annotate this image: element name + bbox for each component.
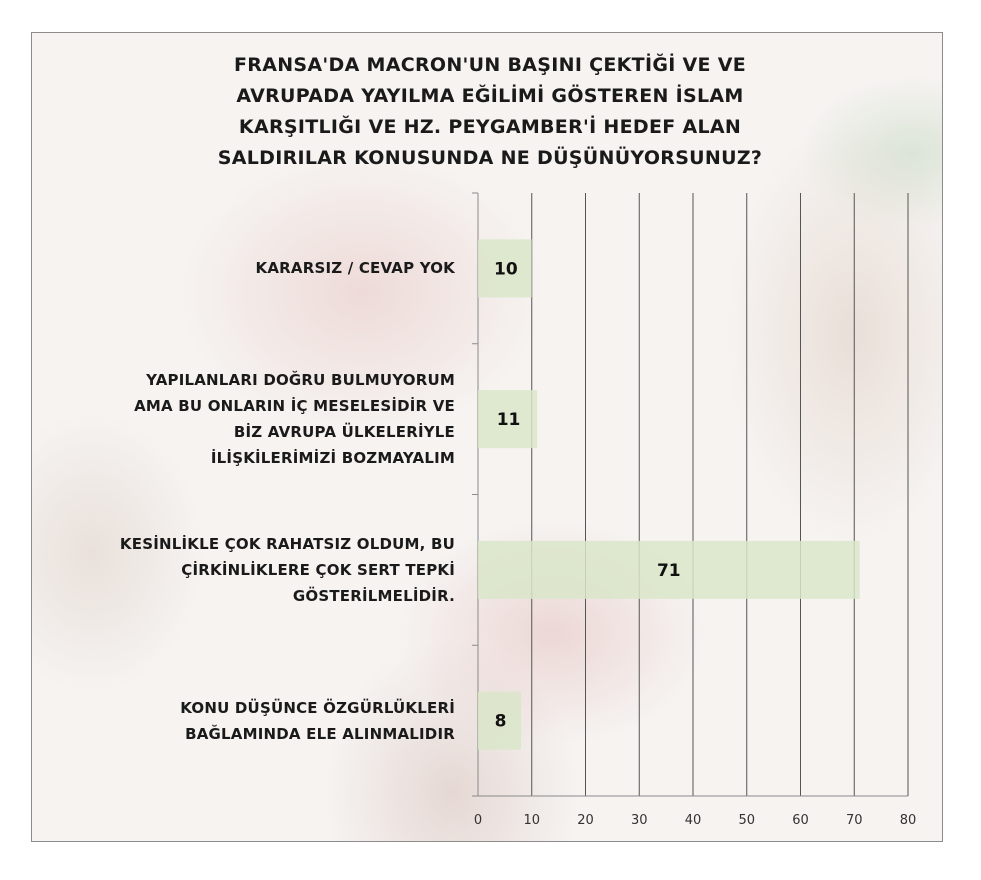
- x-tick-label: 70: [845, 813, 863, 828]
- chart-title-line: KARŞITLIĞI VE HZ. PEYGAMBER'İ HEDEF ALAN: [238, 116, 742, 138]
- data-label: 10: [494, 259, 518, 280]
- chart-title-line: AVRUPADA YAYILMA EĞİLİMİ GÖSTEREN İSLAM: [236, 85, 744, 107]
- x-tick-label: 20: [577, 813, 594, 828]
- x-tick-label: 0: [473, 813, 483, 828]
- chart-title-line: SALDIRILAR KONUSUNDA NE DÜŞÜNÜYORSUNUZ?: [217, 147, 763, 169]
- x-tick-label: 80: [899, 813, 917, 828]
- category-label-strong-reaction: KESİNLİKLE ÇOK RAHATSIZ OLDUM, BU ÇİRKİNLİKLERE ÇOK SERT TEPKİ GÖSTERİLMELİDİR.: [119, 534, 455, 605]
- data-label: 8: [494, 711, 507, 732]
- x-tick-label: 40: [684, 813, 702, 828]
- category-label-internal-matter: YAPILANLARI DOĞRU BULMUYORUM AMA BU ONLARIN İÇ MESELESİDİR VE BİZ AVRUPA ÜLKELERİYLE İLİŞKİLERİMİZİ BOZMAYALIM: [134, 371, 455, 468]
- x-tick-label: 50: [738, 813, 756, 828]
- x-tick-label: 30: [630, 813, 648, 828]
- chart-title-line: FRANSA'DA MACRON'UN BAŞINI ÇEKTİĞİ VE VE: [234, 54, 746, 76]
- x-tick-label: 10: [523, 813, 541, 828]
- data-label: 11: [496, 410, 521, 431]
- x-tick-label: 60: [792, 813, 809, 828]
- category-label-undecided: KARARSIZ / CEVAP YOK: [255, 259, 455, 278]
- category-label-free-speech: KONU DÜŞÜNCE ÖZGÜRLÜKLERİ BAĞLAMINDA ELE ALINMALIDIR: [180, 698, 455, 743]
- data-label: 71: [656, 560, 681, 581]
